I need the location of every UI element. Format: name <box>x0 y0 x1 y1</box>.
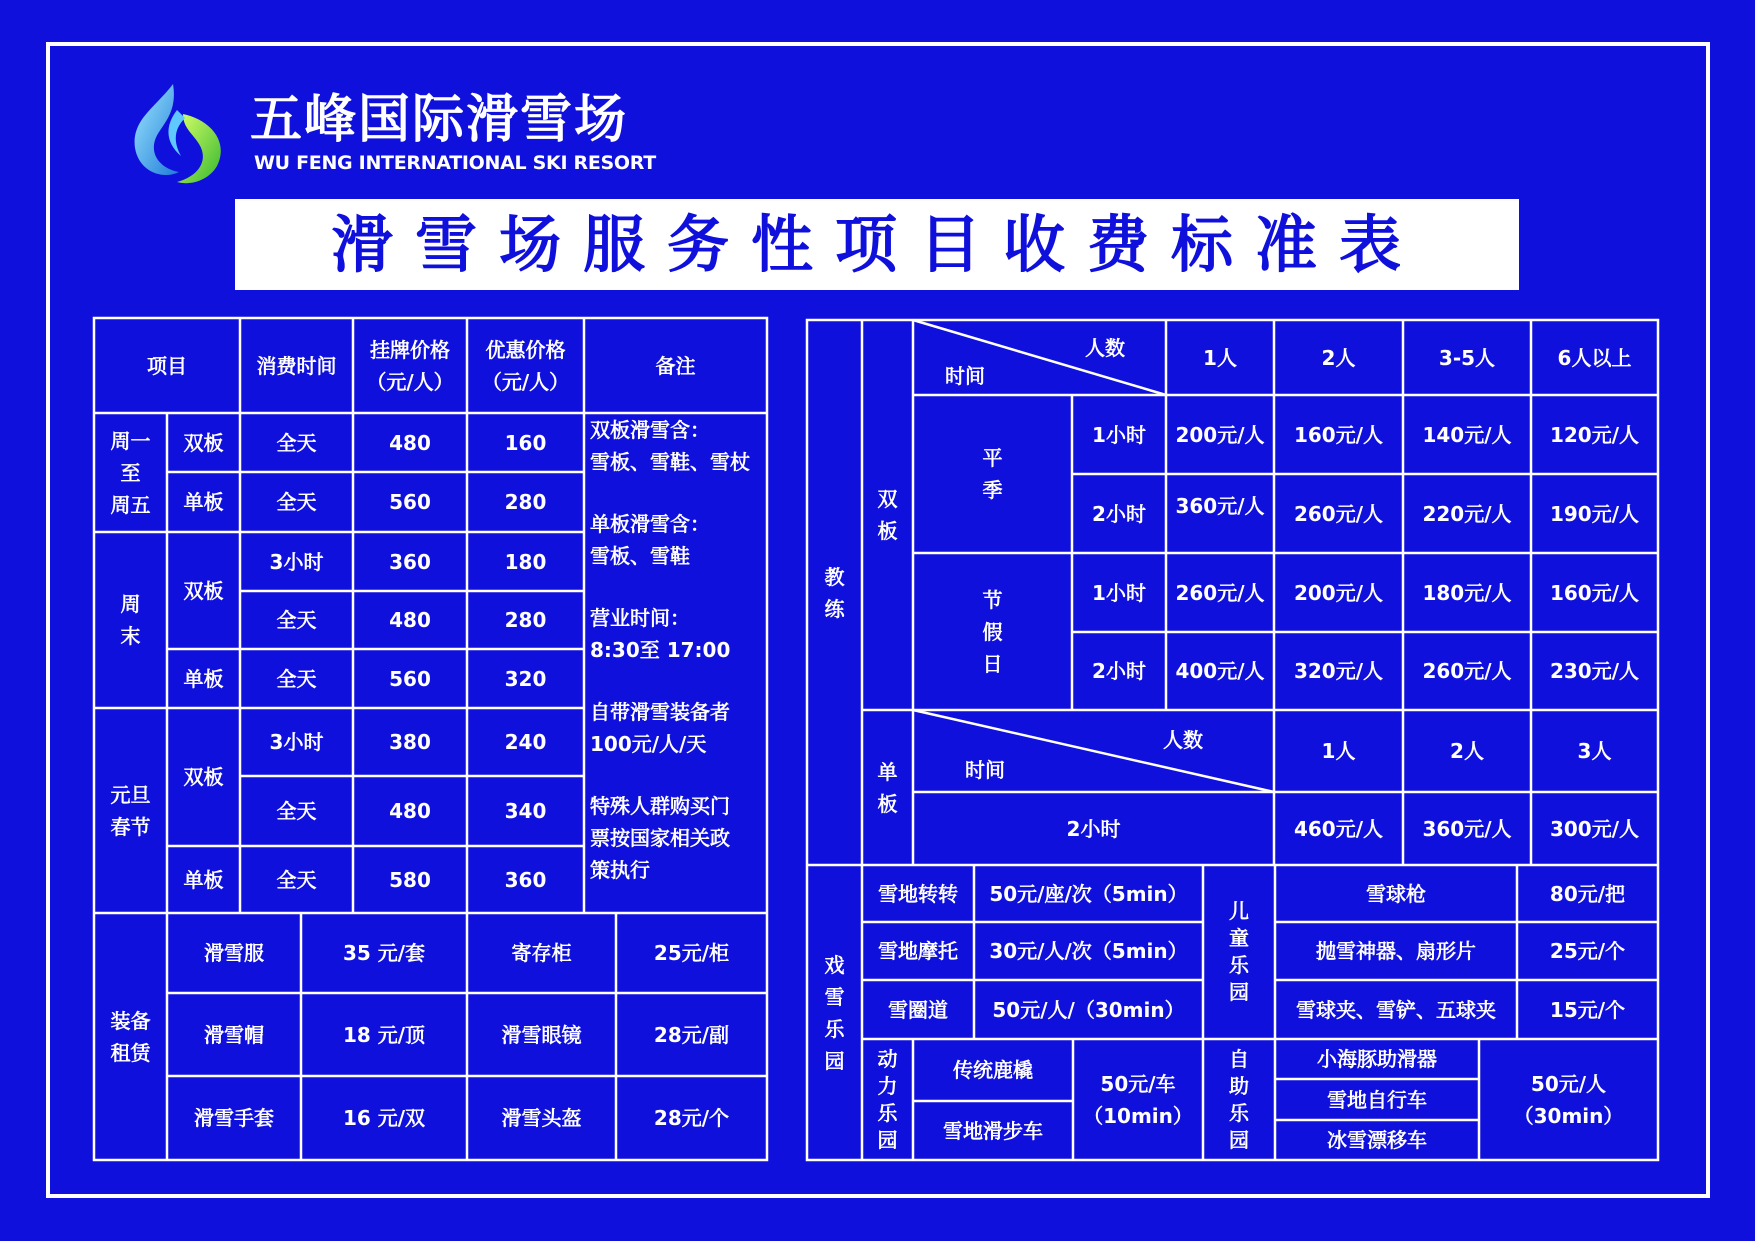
coach-price: 230元/人 <box>1549 659 1640 683</box>
coach-price: 400元/人 <box>1175 659 1265 683</box>
coach-price: 300元/人 <box>1549 816 1640 841</box>
coach-price: 180元/人 <box>1422 580 1512 605</box>
people-col-header: 3人 <box>1577 739 1612 763</box>
remark-line: 单板滑雪含： <box>590 512 710 536</box>
brand-name-cn: 五峰国际滑雪场 <box>250 90 629 150</box>
group-label-weekend: 周 末 <box>120 592 141 648</box>
self-park-price: 50元/人 （30min） <box>1513 1071 1624 1128</box>
people-col-header: 3-5人 <box>1438 345 1496 370</box>
header-discount-price: 优惠价格 （元/人） <box>481 337 570 394</box>
coach-price: 360元/人 <box>1175 494 1265 518</box>
power-park-price: 50元/车 （10min） <box>1083 1071 1193 1128</box>
remark-line: 营业时间： <box>590 606 690 630</box>
remark-line: 特殊人群购买门 <box>590 794 730 818</box>
remark-line: 策执行 <box>590 858 650 882</box>
remark-line: 雪板、雪鞋 <box>590 544 690 568</box>
coach-price: 320元/人 <box>1293 659 1384 683</box>
kids-park-price: 80元/把 <box>1549 881 1626 906</box>
coach-price: 160元/人 <box>1293 422 1384 447</box>
discount-price-cell: 160 <box>504 430 547 455</box>
header-people: 人数 <box>1163 728 1203 752</box>
brand-name-en: WU FENG INTERNATIONAL SKI RESORT <box>254 152 656 174</box>
rental-price: 28元/副 <box>653 1022 730 1047</box>
rental-price: 35 元/套 <box>342 941 426 965</box>
kids-park-price: 15元/个 <box>1549 997 1626 1022</box>
coach-price: 260元/人 <box>1293 501 1384 526</box>
remark-line: 雪板、雪鞋、雪杖 <box>590 450 750 474</box>
remark-line: 自带滑雪装备者 <box>590 700 730 724</box>
discount-price-cell: 360 <box>504 867 547 892</box>
list-price-cell: 480 <box>389 430 431 455</box>
discount-price-cell: 280 <box>504 490 547 514</box>
duration-cell: 1小时 <box>1092 580 1146 605</box>
self-park-label: 自 助 乐 园 <box>1229 1046 1249 1152</box>
power-park-item: 传统鹿橇 <box>953 1058 1033 1082</box>
park-label: 戏 雪 乐 园 <box>824 952 845 1073</box>
header-time: 时间 <box>965 758 1005 782</box>
season-label-holiday: 节 假 日 <box>982 587 1003 676</box>
rental-price: 16 元/双 <box>342 1106 426 1130</box>
list-price-cell: 480 <box>389 608 431 632</box>
coach-price: 140元/人 <box>1422 422 1512 447</box>
park-price: 50元/座/次（5min） <box>989 881 1188 906</box>
kids-park-item: 雪球夹、雪铲、五球夹 <box>1296 997 1496 1022</box>
power-park-label: 动 力 乐 园 <box>877 1046 898 1152</box>
coach-price: 260元/人 <box>1422 659 1512 683</box>
header-time: 时间 <box>945 364 985 388</box>
remarks-column <box>590 414 770 886</box>
self-park-item: 雪地自行车 <box>1327 1087 1427 1112</box>
rental-item: 滑雪帽 <box>204 1022 264 1047</box>
coach-price: 200元/人 <box>1175 422 1265 447</box>
list-price-cell: 480 <box>389 799 431 823</box>
page-title: 滑雪场服务性项目收费标准表 <box>235 199 1519 290</box>
remark-line: 8:30至 17:00 <box>590 638 731 662</box>
group-label-holidays: 元旦 春节 <box>110 782 151 839</box>
park-item: 雪地摩托 <box>878 939 958 963</box>
snowboard-label: 单 板 <box>877 759 898 816</box>
board-type: 单板 <box>183 867 224 892</box>
rental-price: 25元/柜 <box>653 941 730 965</box>
season-label-regular: 平 季 <box>982 446 1003 502</box>
list-price-cell: 580 <box>389 867 431 892</box>
header-remark: 备注 <box>655 353 696 378</box>
remark-line: 100元/人/天 <box>590 732 707 756</box>
list-price-cell: 360 <box>389 549 431 574</box>
group-label-weekdays: 周一 至 周五 <box>110 428 151 517</box>
board-type: 双板 <box>183 765 224 789</box>
people-col-header: 2人 <box>1450 739 1484 763</box>
coach-label: 教 练 <box>824 564 845 621</box>
coach-price: 220元/人 <box>1422 501 1512 526</box>
list-price-cell: 560 <box>389 490 431 514</box>
header-list-price: 挂牌价格 （元/人） <box>366 337 454 394</box>
rental-item: 滑雪手套 <box>194 1106 274 1130</box>
time-cell: 3小时 <box>269 730 324 754</box>
time-cell: 全天 <box>276 666 317 691</box>
discount-price-cell: 240 <box>504 730 547 754</box>
rental-label: 装备 租赁 <box>110 1008 151 1065</box>
duration-cell: 2小时 <box>1066 816 1121 841</box>
discount-price-cell: 320 <box>504 666 547 691</box>
header-time: 消费时间 <box>256 353 337 378</box>
coach-price: 260元/人 <box>1175 580 1265 605</box>
park-price: 30元/人/次（5min） <box>989 939 1188 963</box>
board-type: 单板 <box>183 490 224 514</box>
discount-price-cell: 280 <box>504 608 547 632</box>
coach-price: 360元/人 <box>1422 816 1512 841</box>
park-price: 50元/人/（30min） <box>992 997 1185 1022</box>
board-type: 双板 <box>183 578 224 603</box>
park-item: 雪圈道 <box>888 997 948 1022</box>
ski-label: 双 板 <box>877 487 898 543</box>
people-col-header: 1人 <box>1203 345 1237 370</box>
header-item: 项目 <box>147 353 187 378</box>
park-item: 雪地转转 <box>878 881 958 906</box>
rental-price: 28元/个 <box>653 1106 730 1130</box>
power-park-item: 雪地滑步车 <box>943 1118 1043 1143</box>
list-price-cell: 560 <box>389 666 431 691</box>
rental-item: 滑雪眼镜 <box>501 1022 582 1047</box>
discount-price-cell: 340 <box>504 799 547 823</box>
coach-price: 120元/人 <box>1549 422 1640 447</box>
self-park-item: 冰雪漂移车 <box>1327 1128 1427 1152</box>
self-park-item: 小海豚助滑器 <box>1317 1047 1437 1071</box>
list-price-cell: 380 <box>389 730 431 754</box>
remark-line: 双板滑雪含： <box>590 418 710 442</box>
remark-line: 票按国家相关政 <box>590 826 730 850</box>
people-col-header: 2人 <box>1321 345 1356 370</box>
kids-park-item: 雪球枪 <box>1366 881 1426 906</box>
coach-price: 190元/人 <box>1549 501 1640 526</box>
people-col-header: 6人以上 <box>1557 345 1632 370</box>
people-col-header: 1人 <box>1321 739 1356 763</box>
duration-cell: 2小时 <box>1092 501 1146 526</box>
board-type: 单板 <box>183 666 224 691</box>
rental-item: 滑雪服 <box>204 941 264 965</box>
rental-item: 寄存柜 <box>511 941 572 965</box>
time-cell: 全天 <box>276 430 317 455</box>
time-cell: 全天 <box>276 799 317 823</box>
time-cell: 全天 <box>276 608 317 632</box>
duration-cell: 2小时 <box>1092 659 1146 683</box>
rental-item: 滑雪头盔 <box>501 1106 582 1130</box>
discount-price-cell: 180 <box>504 549 547 574</box>
kids-park-price: 25元/个 <box>1549 939 1626 963</box>
header-people: 人数 <box>1085 336 1125 360</box>
coach-price: 160元/人 <box>1549 580 1640 605</box>
board-type: 双板 <box>183 430 224 455</box>
rental-price: 18 元/顶 <box>342 1022 426 1047</box>
coach-price: 460元/人 <box>1293 816 1384 841</box>
time-cell: 3小时 <box>269 549 324 574</box>
kids-park-label: 儿 童 乐 园 <box>1229 899 1249 1004</box>
coach-price: 200元/人 <box>1293 580 1384 605</box>
time-cell: 全天 <box>276 490 317 514</box>
duration-cell: 1小时 <box>1092 422 1146 447</box>
time-cell: 全天 <box>276 867 317 892</box>
kids-park-item: 抛雪神器、扇形片 <box>1316 939 1476 963</box>
